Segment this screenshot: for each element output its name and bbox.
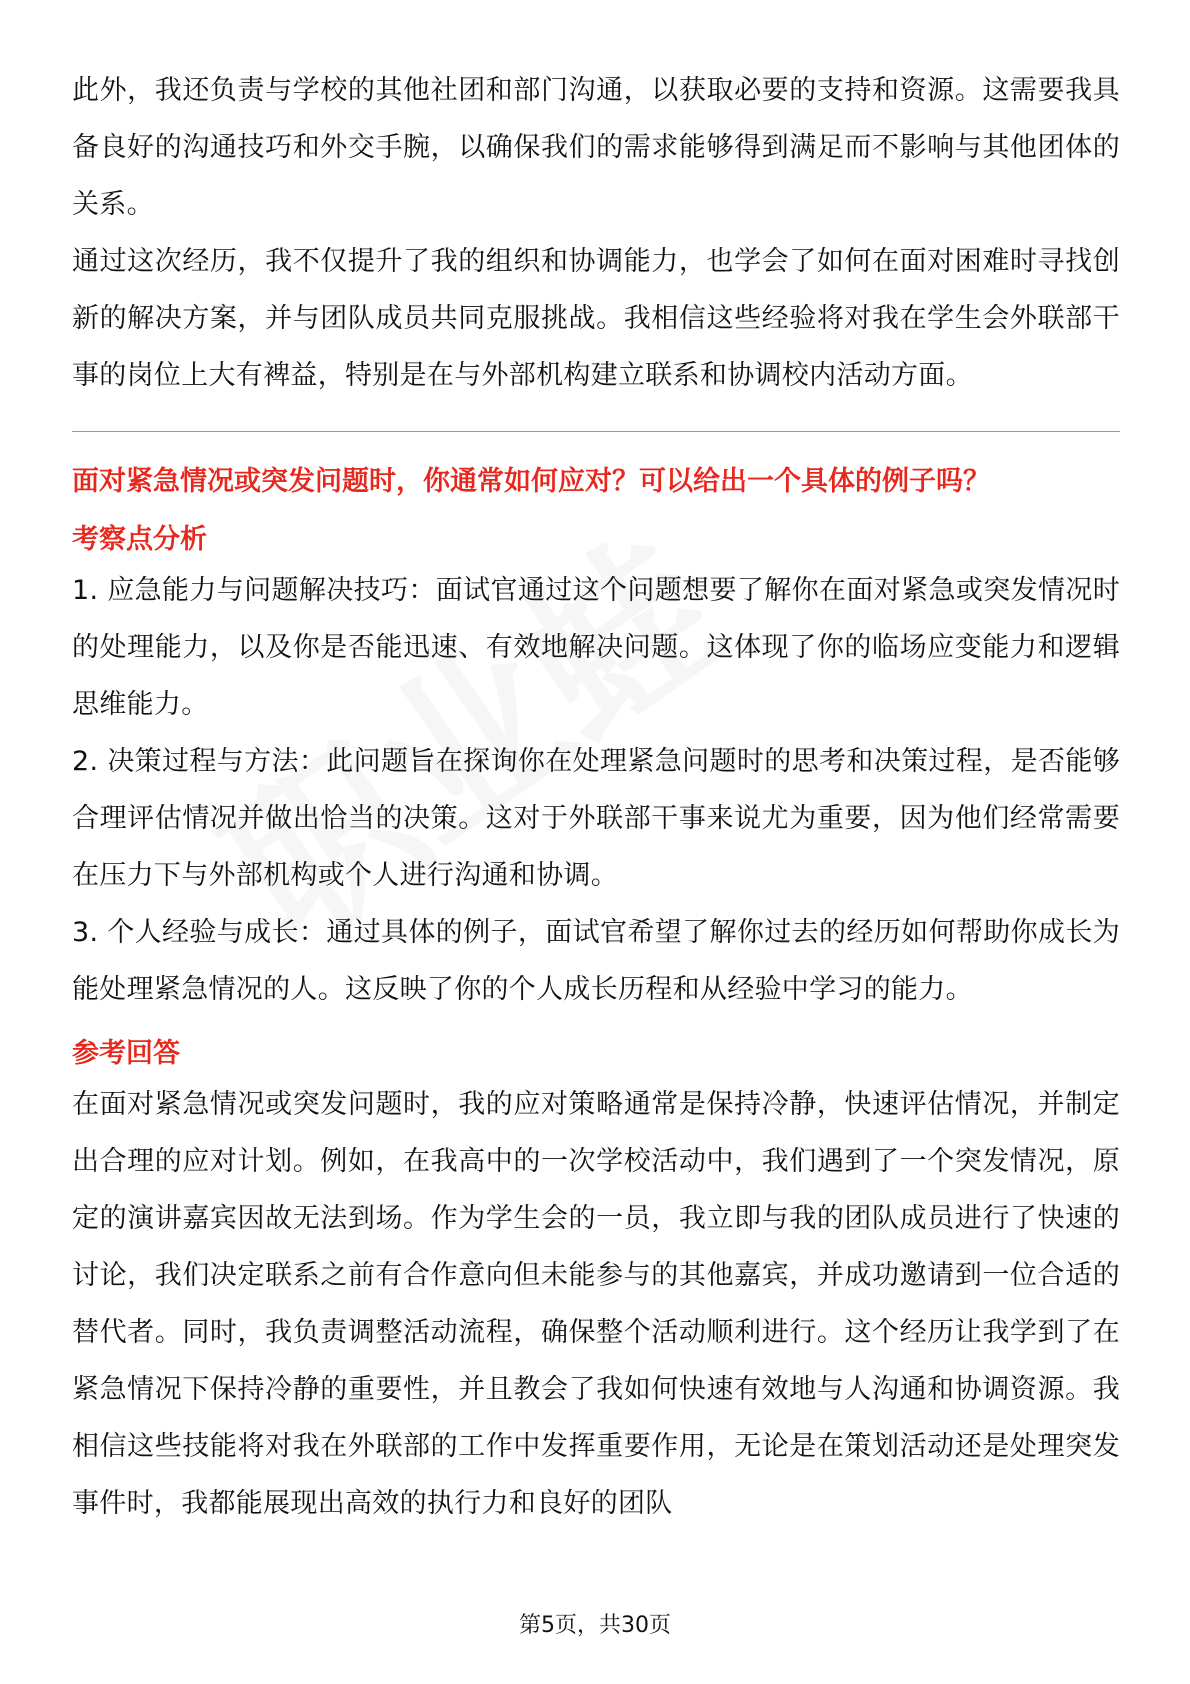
page-content [72,62,1120,1532]
question-heading: 面对紧急情况或突发问题时，你通常如何应对？可以给出一个具体的例子吗？ [72,466,990,497]
section-divider [72,431,1120,432]
analysis-item: 1. 应急能力与问题解决技巧：面试官通过这个问题想要了解你在面对紧急或突发情况时的处理能力，以及你是否能迅速、有效地解决问题。这体现了你的临场应变能力和逻辑思维能力。 [72,575,1120,720]
page-number-footer: 第5页，共30页 [519,1613,671,1638]
analysis-heading: 考察点分析 [72,524,207,555]
paragraph: 此外，我还负责与学校的其他社团和部门沟通，以获取必要的支持和资源。这需要我具备良好的沟通技巧和外交手腕，以确保我们的需求能够得到满足而不影响与其他团体的关系。 [72,75,1120,220]
answer-text: 在面对紧急情况或突发问题时，我的应对策略通常是保持冷静，快速评估情况，并制定出合理的应对计划。例如，在我高中的一次学校活动中，我们遇到了一个突发情况，原定的演讲嘉宾因故无法到场。作为学生会的一员，我立即与我的团队成员进行了快速的讨论，我们决定联系之前有合作意向但未能参与的其他嘉宾，并成功邀请到一位合适的替代者。同时，我负责调整活动流程，确保整个活动顺利进行。这个经历让我学到了在紧急情况下保持冷静的重要性，并且教会了我如何快速有效地与人沟通和协调资源。我相信这些技能将对我在外联部的工作中发挥重要作用，无论是在策划活动还是处理突发事件时，我都能展现出高效的执行力和良好的团队 [72,1089,1120,1519]
paragraph: 通过这次经历，我不仅提升了我的组织和协调能力，也学会了如何在面对困难时寻找创新的解决方案，并与团队成员共同克服挑战。我相信这些经验将对我在学生会外联部干事的岗位上大有裨益，特别是在与外部机构建立联系和协调校内活动方面。 [72,246,1120,391]
analysis-item: 2. 决策过程与方法：此问题旨在探询你在处理紧急问题时的思考和决策过程，是否能够合理评估情况并做出恰当的决策。这对于外联部干事来说尤为重要，因为他们经常需要在压力下与外部机构或个人进行沟通和协调。 [72,746,1120,891]
answer-heading: 参考回答 [72,1038,180,1069]
analysis-item: 3. 个人经验与成长：通过具体的例子，面试官希望了解你过去的经历如何帮助你成长为能处理紧急情况的人。这反映了你的个人成长历程和从经验中学习的能力。 [72,917,1120,1005]
